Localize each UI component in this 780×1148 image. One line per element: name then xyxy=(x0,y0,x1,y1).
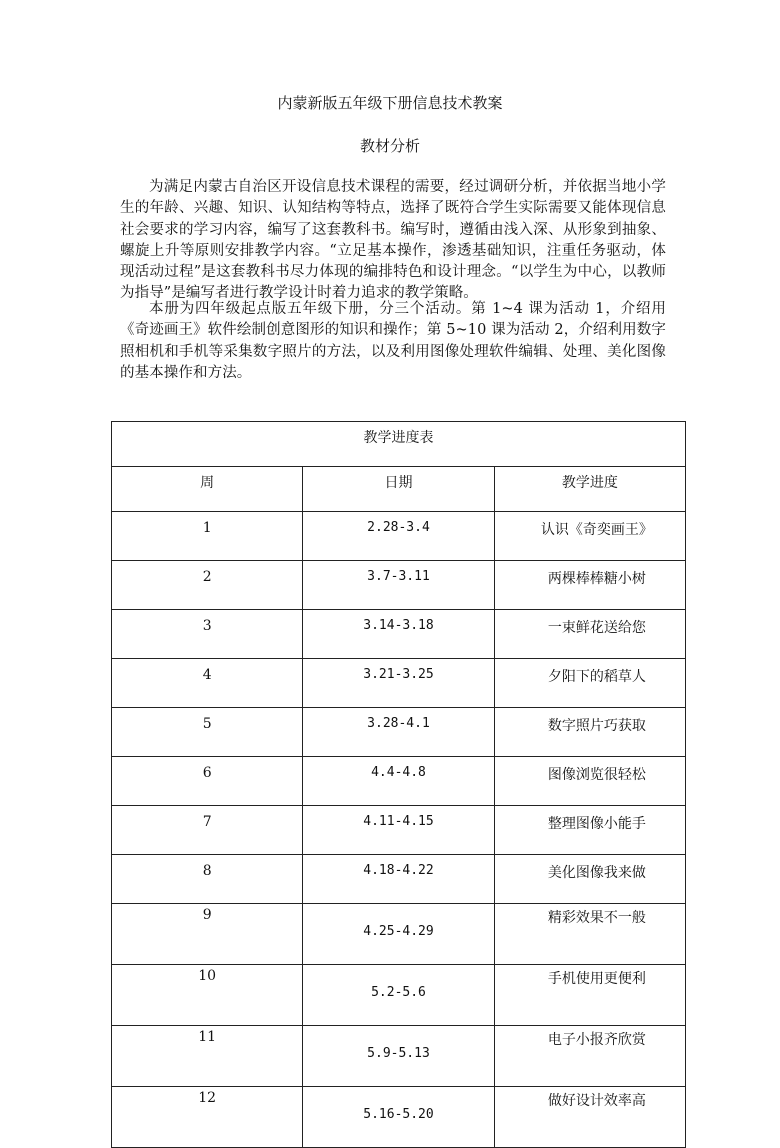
week-cell: 10 xyxy=(112,965,303,1026)
header-week: 周 xyxy=(112,467,303,512)
table-row xyxy=(112,708,686,757)
week-cell: 12 xyxy=(112,1087,303,1148)
header-topic: 教学进度 xyxy=(494,467,685,512)
week-cell: 3 xyxy=(112,610,303,659)
topic-cell: 手机使用更便利 xyxy=(494,965,685,1026)
topic-cell: 两棵棒棒糖小树 xyxy=(494,561,685,610)
week-cell: 11 xyxy=(112,1026,303,1087)
topic-cell: 电子小报齐欣赏 xyxy=(494,1026,685,1087)
date-cell: 5.9-5.13 xyxy=(303,1026,494,1087)
volume-paragraph: 本册为四年级起点版五年级下册，分三个活动。第 1~4 课为活动 1，介绍用《奇迹画王》软件绘制创意图形的知识和操作；第 5~10 课为活动 2，介绍利用数字照相机和手机等采集数字照片的方法，以及利用图像处理软件编辑、处理、美化图像的基本操作和方法。 xyxy=(120,301,666,381)
table-row xyxy=(112,904,686,965)
table-row xyxy=(112,659,686,708)
date-cell: 3.28-4.1 xyxy=(303,708,494,757)
date-cell: 4.4-4.8 xyxy=(303,757,494,806)
table-row xyxy=(112,855,686,904)
table-header-row xyxy=(112,467,686,512)
table-row xyxy=(112,610,686,659)
table-row xyxy=(112,965,686,1026)
table-row xyxy=(112,1026,686,1087)
week-cell: 6 xyxy=(112,757,303,806)
topic-cell: 数字照片巧获取 xyxy=(494,708,685,757)
table-row xyxy=(112,806,686,855)
date-cell: 5.16-5.20 xyxy=(303,1087,494,1148)
topic-cell: 整理图像小能手 xyxy=(494,806,685,855)
date-cell: 4.25-4.29 xyxy=(303,904,494,965)
topic-cell: 美化图像我来做 xyxy=(494,855,685,904)
topic-cell: 精彩效果不一般 xyxy=(494,904,685,965)
table-caption: 教学进度表 xyxy=(112,422,686,467)
table-row xyxy=(112,757,686,806)
date-cell: 3.21-3.25 xyxy=(303,659,494,708)
week-cell: 2 xyxy=(112,561,303,610)
week-cell: 9 xyxy=(112,904,303,965)
header-date: 日期 xyxy=(303,467,494,512)
topic-cell: 一束鲜花送给您 xyxy=(494,610,685,659)
topic-cell: 做好设计效率高 xyxy=(494,1087,685,1148)
date-cell: 3.14-3.18 xyxy=(303,610,494,659)
week-cell: 1 xyxy=(112,512,303,561)
date-cell: 2.28-3.4 xyxy=(303,512,494,561)
topic-cell: 认识《奇奕画王》 xyxy=(494,512,685,561)
table-row xyxy=(112,512,686,561)
topic-cell: 夕阳下的稻草人 xyxy=(494,659,685,708)
date-cell: 3.7-3.11 xyxy=(303,561,494,610)
week-cell: 5 xyxy=(112,708,303,757)
topic-cell: 图像浏览很轻松 xyxy=(494,757,685,806)
date-cell: 4.11-4.15 xyxy=(303,806,494,855)
week-cell: 7 xyxy=(112,806,303,855)
date-cell: 4.18-4.22 xyxy=(303,855,494,904)
table-row xyxy=(112,561,686,610)
document-title: 内蒙新版五年级下册信息技术教案 xyxy=(277,94,503,112)
schedule-table xyxy=(111,421,686,1148)
section-title: 教材分析 xyxy=(359,137,420,155)
week-cell: 4 xyxy=(112,659,303,708)
date-cell: 5.2-5.6 xyxy=(303,965,494,1026)
intro-paragraph: 为满足内蒙古自治区开设信息技术课程的需要，经过调研分析，并依据当地小学生的年龄、兴趣、知识、认知结构等特点，选择了既符合学生实际需要又能体现信息社会要求的学习内容，编写了这套教科书。编写时，遵循由浅入深、从形象到抽象、螺旋上升等原则安排教学内容。“立足基本操作，渗透基础知识，注重任务驱动，体现活动过程”是这套教科书尽力体现的编排特色和设计理念。“以学生为中心，以教师为指导”是编写者进行教学设计时着力追求的教学策略。 xyxy=(120,179,666,302)
week-cell: 8 xyxy=(112,855,303,904)
table-row xyxy=(112,1087,686,1148)
